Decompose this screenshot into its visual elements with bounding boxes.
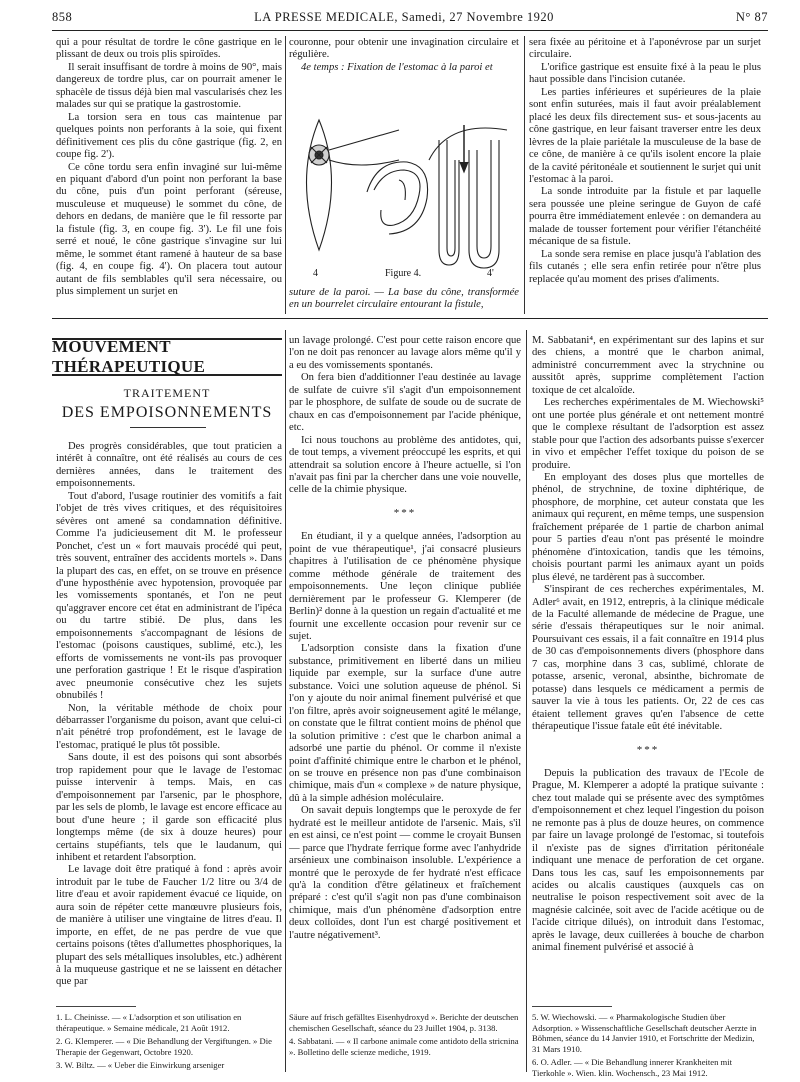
paragraph: Il serait insuffisant de tordre à moins de 90°, mais dangereux de tordre plus, car on pourrait amener le sphacèle de tissus déjà bien mal vascularisés chez les malades sur qui se pratique la gastrostomie. bbox=[56, 61, 282, 111]
footnote: 5. W. Wiechowski. — « Pharmakologische Studien über Adsorption. » Wissenschaftliche Gesellschaft deutscher Aerzte in Böhmen, séance du 14 Janvier 1910, et Fortschritte der Medizin, 31 Mars 1910. bbox=[532, 1012, 757, 1054]
page-number: 858 bbox=[52, 9, 73, 24]
footnote: Säure auf frisch gefälltes Eisenhydroxyd ». Berichte der deutschen chemischen Gesellschaft, séance du 23 Juillet 1904, p. 3138. bbox=[289, 1012, 519, 1033]
paragraph: L'orifice gastrique est ensuite fixé à la peau le plus haut possible dans l'incision cutanée. bbox=[529, 61, 761, 86]
footnote: 2. G. Klemperer. — « Die Behandlung der Vergiftungen. » Die Therapie der Gegenwart, Octobre 1920. bbox=[56, 1036, 272, 1057]
column-divider bbox=[524, 36, 525, 314]
top-column-b bbox=[289, 37, 519, 74]
paragraph: La sonde sera remise en place jusqu'à l'ablation des fils cutanés ; elle sera enfin retirée pour n'être plus replacée qu'au moment des prises d'aliments. bbox=[529, 248, 761, 285]
paragraph: Ce cône tordu sera enfin invaginé sur lui-même en piquant d'abord d'un point non perforant la base du cône, puis d'un point perforant (séreuse, musculeuse et muqueuse) le sommet du cône, de dehors en dedans, de manière que le fil ressorte par la fistule (fig. 3, en coupe fig. 3'). Le fil une fois serré et noué, le cône gastrique s'invagine sur lui même, le sommet étant ramené à hauteur de sa base (fig. 4, en coupe fig. 4'). On placera tout autour autant de fils semblables qu'il sera nécessaire, ou plus simplement un surjet en bbox=[56, 161, 282, 298]
column-divider bbox=[285, 36, 286, 314]
figure-label-right: 4' bbox=[487, 268, 494, 279]
paragraph: Les recherches expérimentales de M. Wiechowski⁵ ont une portée plus générale et ont nettement montré que le complexe résultant de l'adsorption est assez stable pour que l'action des adsorbants puisse s'exercer in vivo et empêcher l'effet toxique du poison de se produire. bbox=[532, 397, 764, 471]
footnote-rule bbox=[56, 1006, 136, 1007]
section-title: MOUVEMENT THÉRAPEUTIQUE bbox=[52, 338, 282, 376]
journal-title: LA PRESSE MEDICALE, Samedi, 27 Novembre 1920 bbox=[254, 9, 554, 24]
body-column-a bbox=[56, 441, 282, 989]
column-divider bbox=[285, 330, 286, 1072]
asterism: *** bbox=[636, 743, 660, 756]
issue-number: N° 87 bbox=[735, 9, 768, 24]
page-header bbox=[52, 6, 768, 28]
body-column-c bbox=[532, 335, 764, 955]
paragraph: suture de la paroi. — La base du cône, transformée en un bourrelet circulaire entourant la fistule, bbox=[289, 287, 519, 311]
paragraph: La sonde introduite par la fistule et par laquelle sera poussée une pleine seringue de Guyon de café pourra être immédiatement enlevée : on demandera au malade de tousser fortement pour vérifier l'étanchéité mécanique de sa fistule. bbox=[529, 186, 761, 248]
top-column-a bbox=[56, 37, 282, 313]
paragraph: En étudiant, il y a quelque années, l'adsorption au point de vue thérapeutique¹, j'ai consacré plusieurs chapitres à l'utilisation de ce phénomène physique comme méthode générale de traitement des empoisonnements. Une leçon clinique publiée dernièrement par le professeur G. Klemperer (de Berlin)² donne à la question un regain d'actualité et me fournit une excellente occasion pour revenir sur ce sujet. bbox=[289, 531, 521, 642]
footnote: 4. Sabbatani. — « Il carbone animale come antidoto della stricnina ». Bolletino delle scienze mediche, 1919. bbox=[289, 1036, 519, 1057]
asterism: *** bbox=[393, 506, 417, 519]
section-rule bbox=[52, 318, 768, 319]
footnotes-column-b bbox=[289, 1012, 521, 1060]
column-divider bbox=[526, 330, 527, 1072]
figure-caption: Figure 4. bbox=[385, 268, 422, 279]
paragraph: Le lavage doit être pratiqué à fond : après avoir introduit par le tube de Faucher 1/2 litre ou 3/4 de litre d'eau et avoir rapidement évacué ce liquide, on aura soin de répéter cette manœuvre plusieurs fois, de manière à utiliser une vingtaine de litres d'eau. Il importe, en effet, de ne pas perdre de vue que certains poisons (têtes d'allumettes phosphoriques, la plupart des sels métalliques insolubles, etc.) adhèrent à la muqueuse gastrique et ne se laissent en détacher que par bbox=[56, 864, 282, 988]
paragraph: Ici nous touchons au problème des antidotes, qui, de tout temps, a vivement préoccupé les esprits, et qui attendrait sa solution encore à l'heure actuelle, si l'on n'avait pas fini par la chercher dans une voie nouvelle, celle de la chimie physique. bbox=[289, 434, 521, 496]
paragraph: M. Sabbatani⁴, en expérimentant sur des lapins et sur des chiens, a montré que le charbon animal, administré concurremment avec la strychnine ou aussitôt après, supprime complètement l'action toxique de cet alcaloïde. bbox=[532, 335, 764, 396]
top-column-b-continuation bbox=[289, 287, 519, 312]
paragraph: Sans doute, il est des poisons qui sont absorbés trop rapidement pour que le lavage de l'estomac puisse intervenir à temps. Mais, en cas d'empoisonnement par l'arsenic, par le phosphore, par les sels de plomb, le lavage est encore efficace au bout d'une heure ; il garde son efficacité plus longtemps même (de six à douze heures) pour certains stupéfiants, tels que le laudanum, qui inhibent et retardent l'absorption. bbox=[56, 752, 282, 863]
paragraph: Les parties inférieures et supérieures de la plaie sont enfin suturées, mais il faut avoir préalablement placé les deux fils directement sus- et sous-jacents au cône gastrique, en leur faisant traverser entre les deux lèvres de la plaie pariétale la musculeuse de la base de ce cône, de manière à ce qu'ils isolent encore la plaie de la cavité péritonéale et soutiennent le surjet qui unit l'estomac à la paroi. bbox=[529, 86, 761, 185]
figure-4-illustration bbox=[289, 100, 519, 286]
paragraph: Depuis la publication des travaux de l'Ecole de Prague, M. Klemperer a adopté la pratique suivante : chez tout malade qui se présente avec des symptômes d'empoisonnement et chez lequel l'ingestion du poison ne remonte pas à plus de douze heures, on commence par faire un lavage prolongé de l'estomac, si toutefois il n'existe pas de signes d'irritation péritonéale indiquant une menace de perforation de cet organe. Dans tous les cas, sauf les empoisonnements par acides ou alcalis caustiques (auxquels cas on neutralise le poison respectivement soit avec de la magnésie calcinée, soit avec de l'acide acétique ou de l'acide citrique dilués), on introduit dans l'estomac, après le lavage, deux cuillerées à bouche de charbon animal finement pulvérisé et associé à bbox=[532, 767, 764, 954]
footnotes-column-c bbox=[532, 1012, 764, 1082]
paragraph: La torsion sera en tous cas maintenue par quelques points non perforants à la soie, qui fixent définitivement ces plis du cône gastrique (fig. 2, en coupe fig. 2'). bbox=[56, 111, 282, 161]
paragraph: En employant des doses plus que mortelles de phénol, de strychnine, de toxine diphtérique, de phosphore, de morphine, cet auteur constata que les animaux qui reçurent, en même temps, une suspension fraîchement préparée de 1 partie de charbon animal pour 5 parties d'eau n'ont pas présenté le moindre phénomène d'intoxication, tandis que les témoins, choisis pourtant parmi les animaux ayant un poids plus élevé, ne tardèrent pas à succomber. bbox=[532, 471, 764, 583]
paragraph: Tout d'abord, l'usage routinier des vomitifs a fait l'objet de très vives critiques, et des réquisitoires sévères ont amené sa condamnation définitive. Comme l'a judicieusement dit M. le professeur Ponchet, c'est un « fort mauvais procédé qui peut, très souvent, entraîner des accidents mortels ». Dans la plupart des cas, en effet, on se trouve en présence d'une hyposthénie avec hypotension, provoquée par les vomissements spontanés, et l'on ne peut qu'aggraver encore cet état en administrant de l'ipéca ou du tartre stibié. De plus, dans les empoisonnements s'accompagnant de lésions de l'estomac (poisons caustiques, sublimé, etc.), les efforts de vomissements ne vont-ils pas provoquer une perforation gastrique ! Et le risque d'aspiration avec pneumonie consécutive chez les sujets obnubilés ! bbox=[56, 490, 282, 702]
footnote: 3. W. Biltz. — « Ueber die Einwirkung arseniger bbox=[56, 1060, 225, 1071]
footnote: 6. O. Adler. — « Die Behandlung innerer Krankheiten mit Tierkohle ». Wien. klin. Wochensch., 23 Mai 1912. bbox=[532, 1057, 732, 1078]
body-column-b bbox=[289, 335, 521, 942]
top-column-c bbox=[529, 37, 761, 313]
footnote: 1. L. Cheinisse. — « L'adsorption et son utilisation en thérapeutique. » Semaine médicale, 21 Août 1912. bbox=[56, 1012, 242, 1033]
paragraph: On savait depuis longtemps que le peroxyde de fer hydraté est le meilleur antidote de l'arsenic. Mais, s'il en est ainsi, ce n'est point — comme le croyait Bunsen — parce que l'hydrate ferrique forme avec l'anhydride arsénieux une combinaison insoluble. L'expérience a montré que le peroxyde de fer hydraté n'est efficace qu'à la condition d'être gélatineux et fraîchement préparé : c'est qu'il s'agit non pas d'une combinaison chimique, mais d'un phénomène d'adsorption entre deux colloïdes, dont l'un est chargé positivement et l'autre négativement³. bbox=[289, 805, 521, 941]
footnotes-column-a bbox=[56, 1012, 284, 1074]
title-rule bbox=[130, 427, 206, 428]
header-rule bbox=[52, 30, 768, 31]
paragraph: Des progrès considérables, que tout praticien a intérêt à connaître, ont été réalisés au cours de ces dernières années, dans le traitement des empoisonnements. bbox=[56, 441, 282, 490]
footnote-rule bbox=[532, 1006, 612, 1007]
paragraph: L'adsorption consiste dans la fixation d'une substance, primitivement en liberté dans un milieu liquide par exemple, sur la surface d'une autre substance. Voici une solution aqueuse de phénol. Si l'on y ajoute du noir animal finement pulvérisé et que l'on filtre, après avoir soigneusement agité le mélange, on constate que le filtrat contient moins de phénol que la solution primitive : c'est que le charbon animal a adsorbé une partie du phénol. Or comme il n'existe point d'affinité chimique entre le charbon et le phénol, on se trouve en présence non pas d'une combinaison chimique, mais d'un « complexe » de nature physique, dû à la simple adhésion moléculaire. bbox=[289, 643, 521, 804]
paragraph: couronne, pour obtenir une invagination circulaire et régulière. bbox=[289, 37, 519, 61]
figure-label-left: 4 bbox=[313, 268, 318, 279]
paragraph: un lavage prolongé. C'est pour cette raison encore que l'on ne doit pas renoncer au lavage alors même qu'il y a eu des vomissements spontanés. bbox=[289, 335, 521, 371]
paragraph: Non, la véritable méthode de choix pour débarrasser l'organisme du poison, avant que celui-ci n'ait pénétré trop profondément, est le lavage de l'estomac, pratiqué le plus tôt possible. bbox=[56, 702, 282, 751]
paragraph: S'inspirant de ces recherches expérimentales, M. Adler⁶ avait, en 1912, entrepris, à la clinique médicale de la Faculté allemande de médecine de Prague, une série d'essais thérapeutiques sur le noir animal. Poursuivant ces essais, il a fait connaître en 1914 plus de 30 cas d'empoisonnements divers (phosphore dans 7 cas, morphine dans 3 cas, sublimé, chlorate de potasse, arsenic, veronal, absinthe, bichromate de potasse) dans lesquels ce médicament a permis de sauver la vie à tous les patients. Or, 22 de ces cas étaient tellement graves qu'en l'absence de cette thérapeutique l'issue fatale eût été inévitable. bbox=[532, 584, 764, 733]
paragraph: qui a pour résultat de tordre le cône gastrique en le plissant de deux ou trois plis spiroïdes. bbox=[56, 37, 282, 61]
incision-outline bbox=[307, 120, 332, 250]
article-kicker: TRAITEMENT bbox=[123, 386, 211, 400]
article-title: DES EMPOISONNEMENTS bbox=[61, 404, 273, 421]
paragraph: sera fixée au péritoine et à l'aponévrose par un surjet circulaire. bbox=[529, 37, 761, 61]
step-heading: 4e temps : Fixation de l'estomac à la paroi et bbox=[301, 61, 493, 73]
paragraph: On fera bien d'additionner l'eau destinée au lavage de sulfate de cuivre s'il s'agit d'un empoisonnement par le phosphore, de sulfate de soude ou de sucrate de chaux en cas d'empoisonnement par l'acide phénique, etc. bbox=[289, 372, 521, 434]
